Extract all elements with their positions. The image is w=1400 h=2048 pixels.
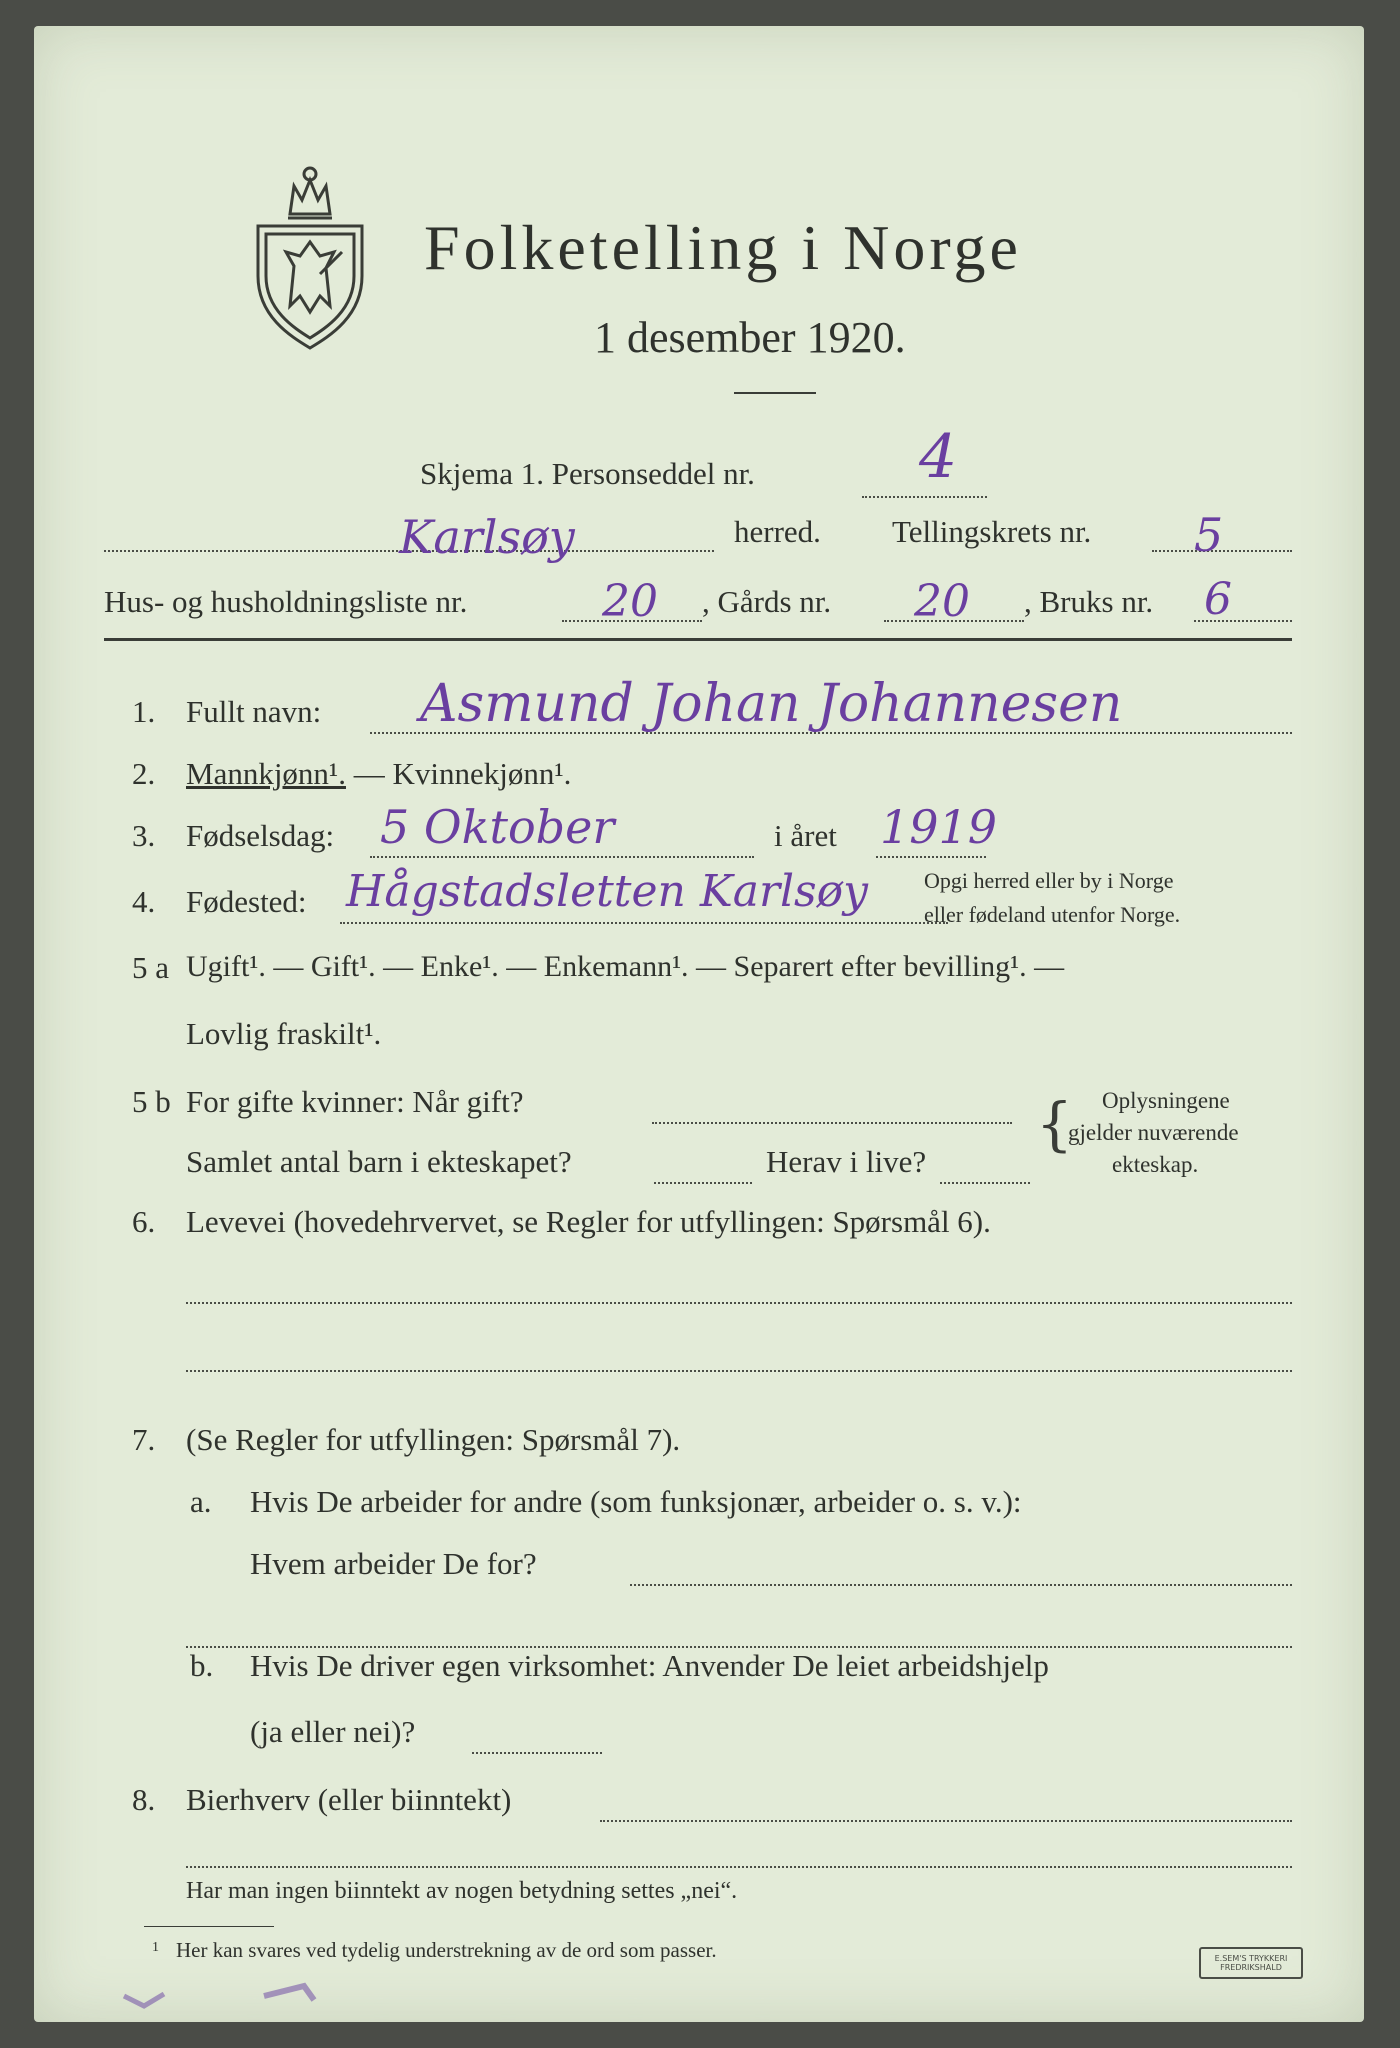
personseddel-value: 4 (919, 422, 958, 492)
nar-gift-line (652, 1122, 1012, 1124)
fodselsdag-value: 5 Oktober (380, 800, 615, 854)
q7a-letter: a. (190, 1484, 212, 1519)
coat-of-arms-icon (250, 156, 370, 352)
census-form (34, 26, 1364, 2022)
bruks-label: , Bruks nr. (1024, 584, 1154, 619)
bruks-value: 6 (1204, 574, 1232, 625)
ja-eller-nei-label: (ja eller nei)? (250, 1714, 416, 1749)
fodselsar-value: 1919 (880, 800, 998, 854)
q5a-number: 5 a (132, 950, 170, 985)
levevei-line-2 (186, 1370, 1292, 1372)
nar-gift-label: For gifte kvinner: Når gift? (186, 1084, 524, 1119)
q5b-number: 5 b (132, 1084, 171, 1119)
fodselsdag-line (370, 856, 754, 858)
ekteskap-note-1: Oplysningene (1102, 1088, 1230, 1113)
fodested-note-1: Opgi herred eller by i Norge (924, 868, 1174, 893)
q7b-letter: b. (190, 1648, 214, 1683)
q6-number: 6. (132, 1204, 156, 1239)
q8-number: 8. (132, 1782, 156, 1817)
ekteskap-brace: { (1036, 1090, 1073, 1158)
herred-value: Karlsøy (399, 510, 575, 564)
q7a-question: Hvis De arbeider for andre (som funksjonær, arbeider o. s. v.): (250, 1484, 1022, 1519)
fodselsar-line (876, 856, 986, 858)
herred-label: herred. (734, 514, 821, 549)
personseddel-line (862, 496, 987, 498)
fodested-line (340, 922, 948, 924)
q2-number: 2. (132, 756, 156, 791)
footnote-text: Her kan svares ved tydelig understrekning av de ord som passer. (176, 1938, 717, 1962)
mannkjonn-option: Mannkjønn¹. (186, 756, 346, 791)
ekteskap-note-2: gjelder nuværende (1068, 1120, 1239, 1145)
lovlig-fraskilt-option: Lovlig fraskilt¹. (186, 1016, 382, 1051)
q7-number: 7. (132, 1422, 156, 1457)
kvinnekjonn-option: Kvinnekjønn¹. (392, 756, 572, 791)
antal-barn-label: Samlet antal barn i ekteskapet? (186, 1144, 572, 1179)
fullt-navn-label: Fullt navn: (186, 694, 322, 729)
levevei-line-1 (186, 1302, 1292, 1304)
q1-number: 1. (132, 694, 156, 729)
ja-eller-nei-line (472, 1752, 602, 1754)
ink-smudge-icon (114, 1966, 374, 2026)
personseddel-label: Skjema 1. Personseddel nr. (420, 456, 755, 491)
kjonn-separator: — (345, 756, 393, 791)
husholdningsliste-label: Hus- og husholdningsliste nr. (104, 584, 468, 619)
tellingskrets-value: 5 (1194, 508, 1224, 562)
hvem-arbeider-label: Hvem arbeider De for? (250, 1546, 537, 1581)
q7-label: (Se Regler for utfyllingen: Spørsmål 7). (186, 1422, 681, 1457)
sivilstand-options: Ugift¹. — Gift¹. — Enke¹. — Enkemann¹. — Separert efter bevilling¹. — (186, 950, 1065, 983)
husholdningsliste-value: 20 (602, 576, 658, 627)
fodselsdag-label: Fødselsdag: (186, 818, 335, 853)
footnote-mark: 1 (152, 1940, 159, 1955)
kjonn-options (186, 756, 571, 792)
header-rule (104, 638, 1292, 641)
census-date: 1 desember 1920. (594, 313, 906, 362)
fodested-label: Fødested: (186, 884, 307, 919)
tellingskrets-label: Tellingskrets nr. (892, 514, 1092, 549)
footnote-rule (144, 1926, 274, 1927)
q3-number: 3. (132, 818, 156, 853)
bierhverv-label: Bierhverv (eller biinntekt) (186, 1782, 512, 1817)
herav-i-live-label: Herav i live? (766, 1144, 927, 1179)
fodselsar-label: i året (774, 818, 837, 853)
herav-i-live-line (940, 1182, 1030, 1184)
gards-label: , Gårds nr. (702, 584, 832, 619)
ekteskap-note-3: ekteskap. (1112, 1152, 1199, 1177)
fodested-value: Hågstadsletten Karlsøy (346, 866, 868, 917)
title-divider (734, 392, 816, 394)
levevei-label: Levevei (hovedehrvervet, se Regler for utfyllingen: Spørsmål 6). (186, 1204, 991, 1239)
printer-stamp (1199, 1947, 1303, 1979)
biinntekt-note: Har man ingen biinntekt av nogen betydning settes „nei“. (186, 1878, 738, 1904)
fodested-note-2: eller fødeland utenfor Norge. (924, 902, 1181, 927)
antal-barn-line (654, 1182, 752, 1184)
printer-stamp-text: E.SEM'S TRYKKERI FREDRIKSHALD (1214, 1954, 1288, 1972)
form-title: Folketelling i Norge (424, 212, 1022, 283)
fullt-navn-value: Asmund Johan Johannesen (420, 674, 1123, 734)
bierhverv-line (600, 1820, 1292, 1822)
gards-value: 20 (914, 576, 970, 627)
bierhverv-line-2 (186, 1866, 1292, 1868)
hvem-arbeider-line (630, 1584, 1292, 1586)
q7b-question: Hvis De driver egen virksomhet: Anvender De leiet arbeidshjelp (250, 1648, 1049, 1683)
q4-number: 4. (132, 884, 156, 919)
